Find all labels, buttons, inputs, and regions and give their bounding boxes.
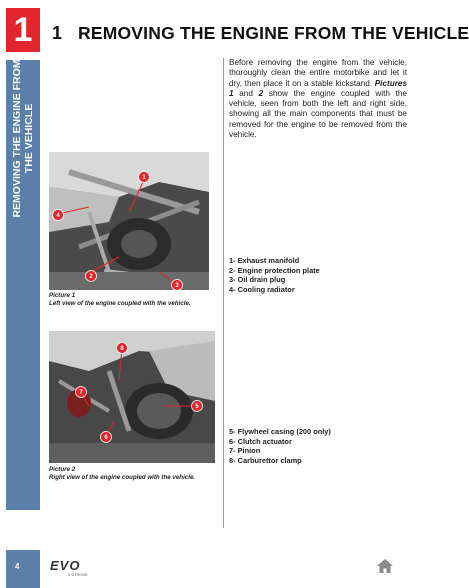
list-item: 4- Cooling radiator	[229, 284, 295, 294]
list-item: 1- Exhaust manifold	[229, 256, 300, 265]
list-item: 5- Flywheel casing (200 only)	[229, 427, 331, 436]
intro-bold-2: 2	[258, 88, 264, 98]
page-number: 4	[15, 562, 20, 571]
sidebar-title-line2: THE VEHICLE	[23, 103, 35, 174]
intro-bold-1: Pictures 1	[229, 78, 407, 98]
picture2-caption-title: Picture 2	[49, 466, 76, 473]
list-item: 3- Oil drain plug	[229, 275, 286, 285]
column-divider	[223, 58, 224, 528]
marker-7: 7	[79, 390, 83, 397]
engine-left-view-photo	[49, 152, 209, 290]
logo-subtext: 2 STROKE	[68, 572, 88, 577]
list-item: 7- Pinion	[229, 446, 261, 456]
picture2-caption-text: Right view of the engine coupled with the vehicle.	[49, 473, 196, 481]
intro-paragraph	[229, 58, 407, 140]
marker-2: 2	[89, 274, 93, 281]
list-item: 8- Carburettor clamp	[229, 455, 302, 465]
component-list-2	[229, 427, 331, 465]
sidebar-title-line1: REMOVING THE ENGINE FROM	[11, 59, 23, 218]
marker-8: 8	[120, 346, 124, 353]
marker-6: 6	[104, 435, 108, 442]
footer-side-bar	[6, 550, 40, 588]
component-list-1	[229, 256, 320, 294]
marker-5: 5	[195, 404, 199, 411]
sidebar	[0, 0, 44, 588]
engine-right-view-photo	[49, 331, 215, 463]
marker-4: 4	[56, 213, 60, 220]
page-title: REMOVING THE ENGINE FROM THE VEHICLE	[78, 23, 469, 43]
marker-3: 3	[175, 283, 179, 290]
section-number: 1	[52, 23, 63, 43]
marker-1: 1	[142, 175, 146, 182]
intro-text-2: show the engine coupled with the vehicle, seen from both the left and right side, showing all the main components that must be removed for the engine to be removed from the vehicle.	[229, 88, 407, 140]
logo-text: EVO	[50, 558, 81, 573]
list-item: 6- Clutch actuator	[229, 436, 292, 446]
chapter-number-badge: 1	[6, 8, 40, 52]
intro-and: and	[239, 88, 253, 98]
home-icon[interactable]	[376, 557, 394, 575]
picture1-caption-title: Picture 1	[49, 292, 76, 299]
intro-text-1: Before removing the engine from the vehicle, thoroughly clean the entire motorbike and let it dry, then place it on a stable kickstand.	[229, 58, 407, 88]
picture1-caption	[49, 292, 191, 307]
list-item: 2- Engine protection plate	[229, 265, 320, 275]
picture2-caption	[49, 466, 195, 481]
evo-logo	[50, 560, 106, 578]
picture1-caption-text: Left view of the engine coupled with the vehicle.	[49, 299, 191, 307]
